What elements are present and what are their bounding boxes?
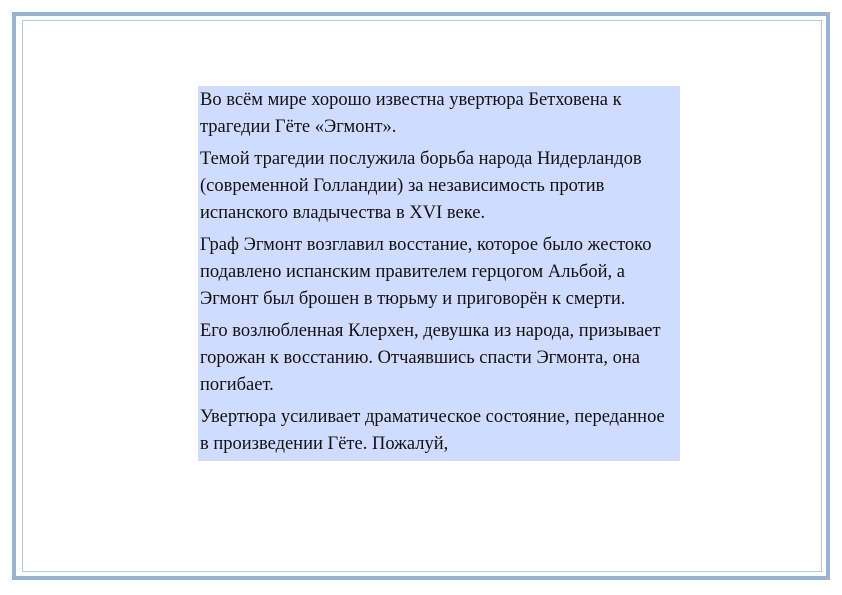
paragraph-theme: Темой трагедии послужила борьба народа Нидерландов (современной Голландии) за независимость против испанского владычества в XVI веке. — [200, 149, 642, 223]
paragraph-egmont: Граф Эгмонт возглавил восстание, которое было жестоко подавлено испанским правителем герцогом Альбой, а Эгмонт был брошен в тюрьму и приговорён к смерти. — [200, 235, 652, 309]
paragraph-overture: Увертюра усиливает драматическое состояние, переданное в произведении Гёте. Пожалуй, — [200, 407, 665, 454]
slide-text-block — [198, 86, 680, 461]
paragraph-intro: Во всём мире хорошо известна увертюра Бетховена к трагедии Гёте «Эгмонт». — [200, 90, 622, 137]
paragraph-klarchen: Его возлюбленная Клерхен, девушка из народа, призывает горожан к восстанию. Отчаявшись спасти Эгмонта, она погибает. — [200, 321, 661, 395]
